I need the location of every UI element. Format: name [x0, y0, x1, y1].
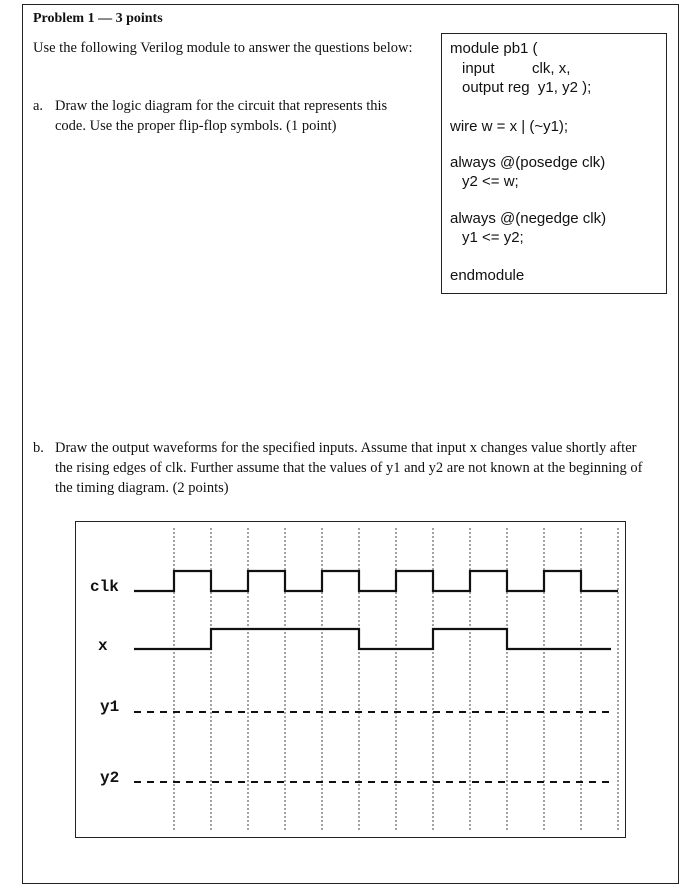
code-line: wire w = x | (~y1); — [450, 118, 569, 135]
code-line: always @(negedge clk) — [450, 210, 607, 227]
intro-text: Use the following Verilog module to answer the questions below: — [33, 40, 413, 56]
verilog-code-box — [441, 33, 667, 294]
signal-label-y2: y2 — [100, 769, 120, 787]
code-line: module pb1 ( — [450, 40, 538, 57]
question-a — [33, 96, 413, 136]
problem-title: Problem 1 — 3 points — [33, 11, 163, 26]
x-waveform — [134, 629, 611, 649]
code-line: endmodule — [450, 267, 525, 284]
code-line: always @(posedge clk) — [450, 154, 606, 171]
code-line: output reg y1, y2 ); — [462, 79, 592, 96]
signal-label-x: x — [98, 637, 108, 655]
question-b — [33, 438, 645, 498]
clk-waveform — [134, 571, 618, 591]
question-b-text: Draw the output waveforms for the specified inputs. Assume that input x changes value shortly after the rising edges of clk. Further assume that the values of y1 and y2 are not known at the beginning of the timing diagram. (2 points) — [55, 440, 643, 496]
signal-label-clk: clk — [90, 578, 119, 596]
code-line: y2 <= w; — [462, 173, 519, 190]
timing-waveforms — [76, 522, 627, 839]
question-a-text: Draw the logic diagram for the circuit that represents this code. Use the proper flip-flop symbols. (1 point) — [55, 98, 388, 134]
question-a-label: a. — [33, 98, 44, 114]
timing-diagram — [75, 521, 626, 838]
code-line: y1 <= y2; — [462, 229, 524, 246]
question-b-label: b. — [33, 440, 44, 456]
code-line: input clk, x, — [462, 60, 571, 77]
signal-label-y1: y1 — [100, 698, 120, 716]
